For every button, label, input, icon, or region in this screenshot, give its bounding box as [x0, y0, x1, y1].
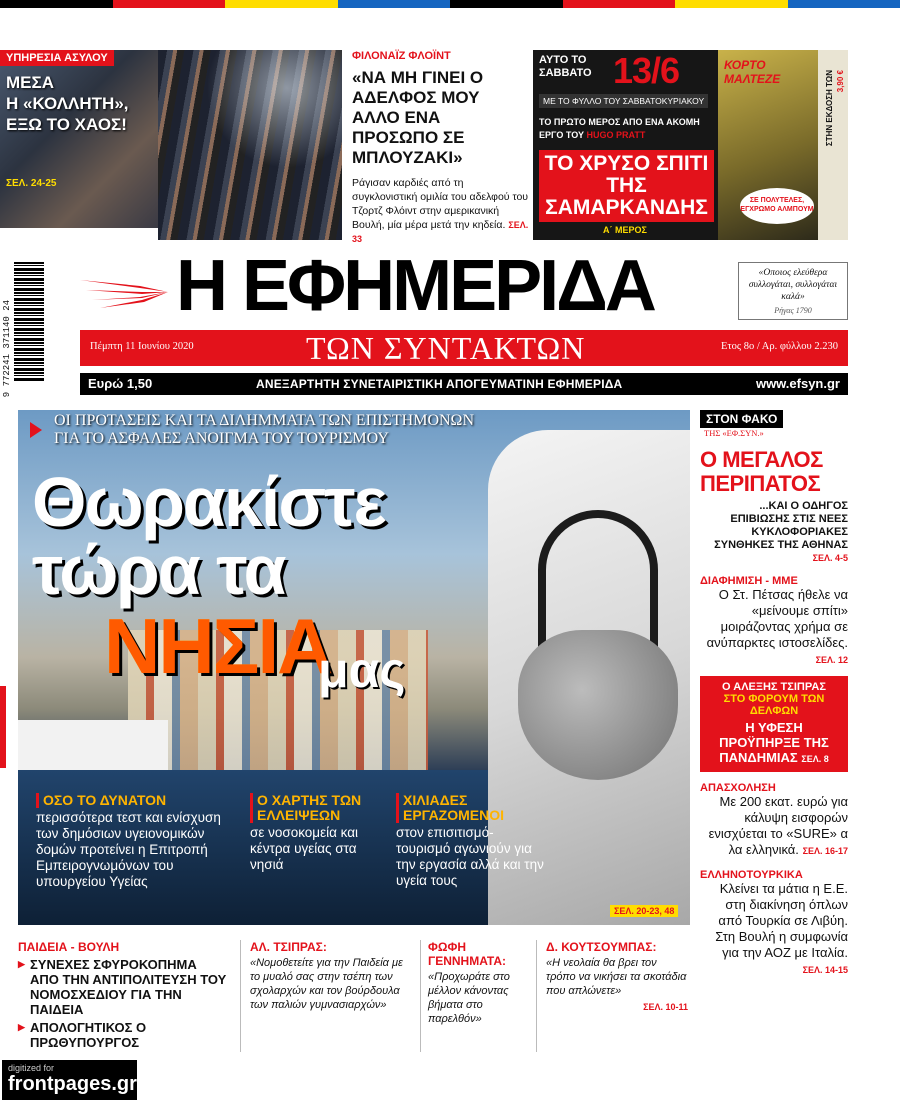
- barcode-number: 9 772241 371140 24: [2, 300, 12, 398]
- asylum-teaser[interactable]: [0, 50, 158, 228]
- price: Ευρώ 1,50: [88, 376, 153, 391]
- focus-subheader: ΤΗΣ «ΕΦ.ΣΥΝ.»: [704, 428, 764, 438]
- edge-red-marker: [0, 686, 6, 768]
- hero-page-ref: ΣΕΛ. 20-23, 48: [610, 905, 678, 917]
- promo-title: ΤΟ ΧΡΥΣΟ ΣΠΙΤΙ ΤΗΣ ΣΑΜΑΡΚΑΝΔΗΣ: [539, 150, 714, 222]
- masthead-red-bar: [80, 330, 848, 366]
- focus-header: ΣΤΟΝ ΦΑΚΟ: [700, 410, 848, 428]
- floyd-kicker: ΦΙΛΟΝΑΪΖ ΦΛΟΪΝΤ: [352, 50, 451, 62]
- masthead-black-bar: [80, 373, 848, 395]
- ads-story[interactable]: Ο Στ. Πέτσας ήθελε να «μείνουμε σπίτι» μοιράζοντας χρήμα σε ανύπαρκτες ιστοσελίδες. ΣΕΛ. 12: [706, 587, 848, 665]
- gennimata-quote[interactable]: ΦΩΦΗ ΓΕΝΝΗΜΑΤΑ: «Προχωράτε στο μέλλον κάνοντας βήματα στο παρελθόν»: [428, 940, 510, 1025]
- employment-story[interactable]: Με 200 εκατ. ευρώ για κάλυψη εισφορών ενισχύεται το «SURE» α λα ελληνικά. ΣΕΛ. 16-17: [708, 794, 848, 857]
- barcode: [14, 262, 44, 382]
- promo-date: 13/6: [613, 50, 680, 91]
- hero-kicker: ΟΙ ΠΡΟΤΑΣΕΙΣ ΚΑΙ ΤΑ ΔΙΛΗΜΜΑΤΑ ΤΩΝ ΕΠΙΣΤΗΜΟΝΩΝ ΓΙΑ ΤΟ ΑΣΦΑΛΕΣ ΑΝΟΙΓΜΑ ΤΟΥ ΤΟΥΡΙΣΜΟΥ: [54, 412, 474, 447]
- book-cover-image: [718, 50, 818, 240]
- hero-headline-2: τώρα τα: [32, 531, 285, 609]
- pen-logo-icon: [80, 272, 170, 312]
- masthead-subtitle: ΤΩΝ ΣΥΝΤΑΚΤΩΝ: [306, 330, 586, 366]
- floyd-teaser[interactable]: [352, 50, 530, 246]
- bottom-page-ref: ΣΕΛ. 10-11: [643, 1002, 688, 1012]
- hand-image: [518, 630, 678, 780]
- asylum-page-ref: ΣΕΛ. 24-25: [6, 178, 57, 189]
- focus-subline: ...ΚΑΙ Ο ΟΔΗΓΟΣ ΕΠΙΒΙΩΣΗΣ ΣΤΙΣ ΝΕΕΣ ΚΥΚΛΟΦΟΡΙΑΚΕΣ ΣΥΝΘΗΚΕΣ ΤΗΣ ΑΘΗΝΑΣ ΣΕΛ. 4-5: [714, 500, 848, 563]
- employment-kicker: ΑΠΑΣΧΟΛΗΣΗ: [700, 782, 776, 794]
- koutsoumpas-quote[interactable]: Δ. ΚΟΥΤΣΟΥΜΠΑΣ: «Η νεολαία θα βρει τον τρόπο να νικήσει τα σκοτάδια που απλώνετε» ΣΕΛ. 10-11: [546, 940, 688, 1012]
- bottom-section: [18, 940, 690, 1070]
- crowd-photo: [158, 50, 342, 240]
- hero-headline-3: ΝΗΣΙΑ: [104, 602, 332, 690]
- hero-column-3: ΧΙΛΙΑΔΕΣ ΕΡΓΑΖΟΜΕΝΟΙ στον επισιτισμό-τουρισμό αγωνιούν για την εργασία αλλά και την υγεία τους: [396, 793, 546, 889]
- floyd-headline: «ΝΑ ΜΗ ΓΙΝΕΙ Ο ΑΔΕΛΦΟΣ ΜΟΥ ΑΛΛΟ ΕΝΑ ΠΡΟΣΩΠΟ ΣΕ ΜΠΛΟΥΖΑΚΙ»: [352, 68, 484, 167]
- book-spine: ΣΤΗΝ ΕΚΔΟΣΗ ΤΩΝ 3,90 €: [818, 50, 848, 240]
- greek-turkish-kicker: ΕΛΛΗΝΟΤΟΥΡΚΙΚΑ: [700, 869, 803, 881]
- tsipras-box[interactable]: Ο ΑΛΕΞΗΣ ΤΣΙΠΡΑΣ ΣΤΟ ΦΟΡΟΥΜ ΤΩΝ ΔΕΛΦΩΝ Η ΥΦΕΣΗ ΠΡΟΫΠΗΡΞΕ ΤΗΣ ΠΑΝΔΗΜΙΑΣ ΣΕΛ. 8: [700, 676, 848, 772]
- promo-line3: ΤΟ ΠΡΩΤΟ ΜΕΡΟΣ ΑΠΟ ΕΝΑ ΑΚΟΜΗ ΕΡΓΟ ΤΟΥ HUGO PRATT: [539, 117, 700, 140]
- greek-turkish-story[interactable]: Κλείνει τα μάτια η Ε.Ε. στη διακίνηση όπλων από Τουρκία σε Λιβύη. Στη Βουλή η συμφωνία για την ΑΟΖ με Ιταλία. ΣΕΛ. 14-15: [715, 881, 848, 975]
- masthead-title[interactable]: Η ΕΦΗΜΕΡΙΔΑ: [176, 246, 654, 326]
- hero-story[interactable]: [18, 410, 690, 925]
- list-item: ▶ ΣΥΝΕΧΕΣ ΣΦΥΡΟΚΟΠΗΜΑ ΑΠΟ ΤΗΝ ΑΝΤΙΠΟΛΙΤΕΥΣΗ ΤΟΥ ΝΟΜΟΣΧΕΔΙΟΥ ΓΙΑ ΤΗΝ ΠΑΙΔΕΙΑ: [18, 957, 228, 1017]
- promo-line1: ΑΥΤΟ ΤΟ ΣΑΒΒΑΤΟ: [539, 54, 592, 79]
- website-link[interactable]: www.efsyn.gr: [755, 376, 840, 391]
- tagline: ΑΝΕΞΑΡΤΗΤΗ ΣΥΝΕΤΑΙΡΙΣΤΙΚΗ ΑΠΟΓΕΥΜΑΤΙΝΗ ΕΦΗΜΕΡΙΔΑ: [256, 377, 623, 391]
- ads-kicker: ΔΙΑΦΗΜΙΣΗ - ΜΜΕ: [700, 575, 798, 587]
- motto-box: «Οποιος ελεύθερα συλλογάται, συλλογάται καλά» Ρήγας 1790: [738, 262, 848, 320]
- book-sticker: ΣΕ ΠΟΛΥΤΕΛΕΣ, ΕΓΧΡΩΜΟ ΑΛΜΠΟΥΜ: [740, 188, 814, 224]
- color-strip: [0, 0, 900, 8]
- issue-date: Πέμπτη 11 Ιουνίου 2020: [90, 341, 194, 352]
- book-cover-title: ΚΟΡΤΟ ΜΑΛΤΕΖΕ: [724, 58, 781, 86]
- kicker-arrow-icon: [30, 422, 42, 438]
- education-column[interactable]: ΠΑΙΔΕΙΑ - ΒΟΥΛΗ ▶ ΣΥΝΕΧΕΣ ΣΦΥΡΟΚΟΠΗΜΑ ΑΠΟ ΤΗΝ ΑΝΤΙΠΟΛΙΤΕΥΣΗ ΤΟΥ ΝΟΜΟΣΧΕΔΙΟΥ ΓΙΑ ΤΗΝ ΠΑΙΔΕΙΑ ▶ ΑΠΟΛΟΓΗΤΙΚΟΣ Ο ΠΡΩΘΥΠΟΥΡΓΟΣ: [18, 940, 228, 1050]
- book-promo[interactable]: [533, 50, 848, 240]
- floyd-text: Ράγισαν καρδιές από τη συγκλονιστική ομιλία του αδελφού του Τζορτζ Φλόιντ στην αμερικανική Βουλή, μία μέρα μετά την κηδεία. ΣΕΛ. 33: [352, 177, 529, 244]
- floyd-page-ref: ΣΕΛ. 33: [352, 220, 529, 244]
- asylum-tag: ΥΠΗΡΕΣΙΑ ΑΣΥΛΟΥ: [0, 50, 114, 66]
- right-column: [700, 410, 848, 978]
- watermark: digitized for frontpages.gr: [2, 1060, 137, 1100]
- issue-number: Ετος 8ο / Αρ. φύλλου 2.230: [721, 341, 838, 352]
- hero-column-2: Ο ΧΑΡΤΗΣ ΤΩΝ ΕΛΛΕΙΨΕΩΝ σε νοσοκομεία και κέντρα υγείας στα νησιά: [250, 793, 380, 873]
- hero-headline-1: Θωρακίστε: [32, 463, 385, 541]
- promo-line2: ΜΕ ΤΟ ΦΥΛΛΟ ΤΟΥ ΣΑΒΒΑΤΟΚΥΡΙΑΚΟΥ: [539, 94, 708, 108]
- list-item: ▶ ΑΠΟΛΟΓΗΤΙΚΟΣ Ο ΠΡΩΘΥΠΟΥΡΓΟΣ: [18, 1020, 228, 1050]
- hero-headline-4: μας: [318, 642, 406, 698]
- focus-headline[interactable]: Ο ΜΕΓΑΛΟΣ ΠΕΡΙΠΑΤΟΣ: [700, 447, 823, 496]
- hero-column-1: ΟΣΟ ΤΟ ΔΥΝΑΤΟΝ περισσότερα τεστ και ενίσχυση των δημόσιων υγειονομικών δομών προτείνει η Επιτροπή Εμπειρογνωμόνων του υπουργείου Υγείας: [36, 793, 246, 890]
- asylum-headline: ΜΕΣΑ Η «ΚΟΛΛΗΤΗ», ΕΞΩ ΤΟ ΧΑΟΣ!: [6, 73, 129, 134]
- promo-part: Α΄ ΜΕΡΟΣ: [603, 225, 647, 235]
- tsipras-quote[interactable]: ΑΛ. ΤΣΙΠΡΑΣ: «Νομοθετείτε για την Παιδεία με το μυαλό σας στην τσέπη των σχολαρχών και τον βούρδουλα των παλιών γυμνασιαρχών»: [250, 940, 403, 1011]
